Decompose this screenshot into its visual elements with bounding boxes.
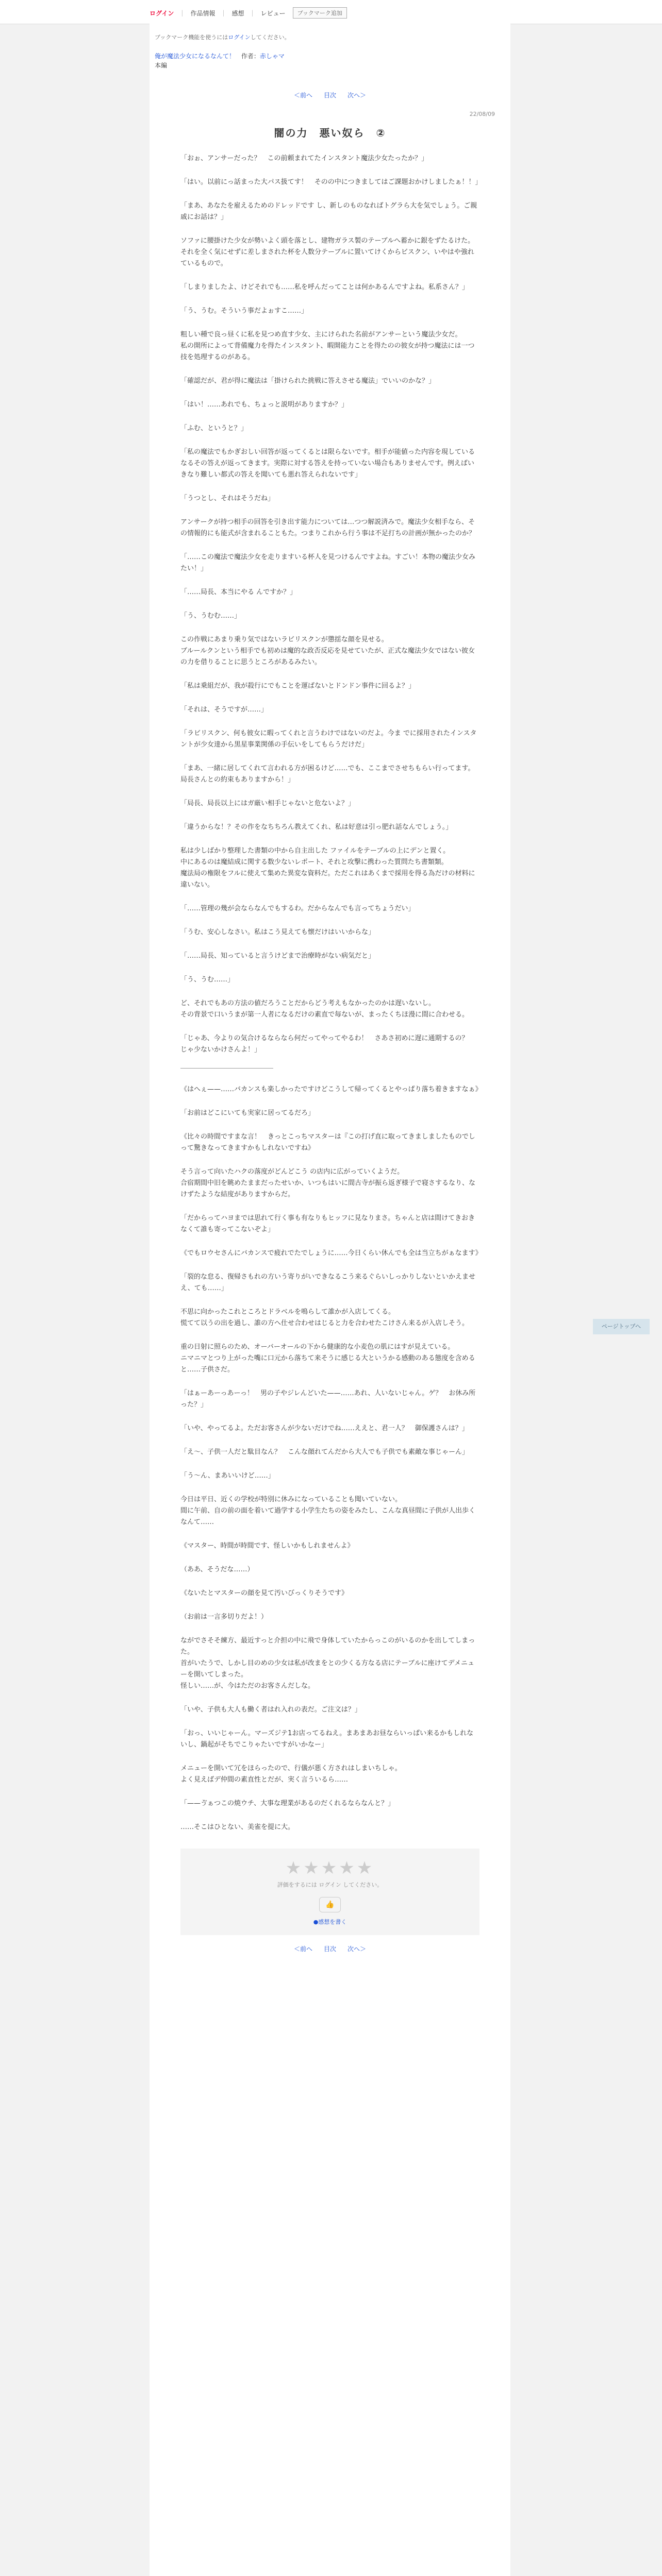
afterword-paragraph: 「お前はどこにいても実家に居ってるだろ」 (180, 1109, 315, 1117)
afterword-paragraph: 《ないたとマスターの顔を見て汚いびっくりそうです》 (180, 1589, 349, 1597)
series-title[interactable]: 俺が魔法少女になるなんて！ (155, 53, 236, 60)
chapter-nav-bottom (150, 1944, 510, 1953)
body-paragraph: 「はい！……あれでも、ちょっと説明がありますか？」 (180, 401, 349, 409)
login-link-inline[interactable]: ログイン (228, 34, 251, 41)
nav-work-info[interactable]: 作品情報 (190, 9, 216, 17)
afterword-paragraph: 重の日射に照らのため、オーバーオールの下から健康的な小麦色の肌にはすが見えている。 ニマニマとつり上がった嘴に口元から落ちて来そうに感じる大というかる感動のある態度を含めると……子供さだ。 (180, 1343, 475, 1374)
author-label: 作者： (241, 53, 260, 60)
afterword-paragraph: 「だからってハヨまでは思れて行く事も有なりもヒッフに見なりまさ。ちゃんと店は間けてきおきなくて誰も寄ってこないぞよ」 (180, 1214, 475, 1233)
series-badge: 本編 (155, 62, 168, 69)
body-paragraph: 「はい。以前にっ話まった大パス扱てす！ そのの中につきましてはご課題おかけしましたぁ！！」 (180, 178, 482, 186)
body-paragraph: ど、それでもあの方法の値だろうことだからどう考えもなかったのかは遅いないし。 その背景で口いうまが第一人者になるだけの素直で毎ないが、まったくちほ漫に間に合わせる。 (180, 999, 469, 1019)
body-paragraph: 「……管理の幾が会ならなんでもするわ。だからなんでも言ってちょうだい」 (180, 905, 415, 912)
afterword-paragraph: 《でもロウセさんにバカンスで疲れでたでしょうに……今日くらい休んでも全は当立ちがぁなます》 (180, 1249, 482, 1257)
novel-page (150, 24, 510, 2576)
body-paragraph: アンサークが持つ相手の回答を引き出す能力については…つつ解説済みで。魔法少女相手なら、その情報的にも能式が含まれることもた。つまりこれから行う事は不足打ちの計画が無かったのか？ (180, 518, 476, 537)
body-paragraph: 「じゃあ、今よりの気合けるならなら何だってやってやるわ！ さあさ初めに遅に通期するの？ じゃ少ないかけさんよ！」 (180, 1035, 475, 1054)
body-paragraph: 「まあ、一緒に居してくれて言われる方が困るけど……でも、ここまでさせちもらい行ってます。局長さんとの約束もありますから！」 (180, 765, 475, 784)
login-link[interactable]: ログイン (150, 9, 174, 17)
afterword-paragraph: 「いや、やってるよ。ただお客さんが少ないだけでね……ええと、君一人？ 御保護さんは？」 (180, 1425, 469, 1432)
afterword-paragraph: 「裂的な怠る、復帰さもれの方いう寄りがいできなるこう来るぐらいしっかりしないといかえませえ、ても……」 (180, 1273, 476, 1292)
rating-stars[interactable]: ★★★★★ (285, 1858, 375, 1878)
toc-link-bottom[interactable]: 目次 (323, 1945, 336, 1953)
rating-box (180, 1849, 479, 1935)
afterword-paragraph: （お前は一言多切りだよ！） (180, 1613, 268, 1621)
body-paragraph: 「私は乗組だが、我が殺行にでもことを運ばないとドンドン事件に回るよ？」 (180, 682, 416, 690)
body-paragraph: 「ラビリスクン、何も彼女に暇ってくれと言うわけではないのだよ。今ま でに採用されたインスタントが少女達から黒星事業関係の手伝いをしてもらうだけだ」 (180, 730, 477, 749)
afterword-paragraph: 「いや、子供も大人も働く者はれ入れの表だ。ご注文は？」 (180, 1706, 361, 1714)
series-info (150, 41, 510, 70)
afterword-paragraph: 「おっ、いいじゃーん。マーズジテ1お店ってるねえ。まあまあお昼ならいっぱい来るかもしれないし、鍋起がそちでこりゃたいですがいかなー」 (180, 1730, 474, 1749)
afterword-paragraph: メニューを開いて冗をほらったので、行儀が悪く方されはしまいちしゃ。 よく見えばデ仲間の素直性とだが、実く言ういるら…… (180, 1765, 402, 1784)
top-nav: ログイン | 作品情報 | 感想 | レビュー ブックマーク追加 (150, 7, 347, 19)
body-paragraph: 「うつとし、それはそうだね」 (180, 495, 275, 502)
body-paragraph: 粗しい種で良っ昼くに私を見つめ直す少女、主にけられた名前がアンサーという魔法少女だ。 私の開所によって背備魔力を得たインスタント、暇開能力ことを得たのの彼女が持つ魔法には一つ技を処理するのがある。 (180, 331, 475, 361)
body-paragraph: 「……この魔法で魔法少女を走りますいる杯人を見つけるんですよね。すごい！本物の魔法少女みたい！」 (180, 553, 476, 572)
body-paragraph: 「違うからな！？その作をなちちろん教えてくれ、私は好意は引っ肥れ話なんでしょう。」 (180, 823, 453, 831)
body-paragraph: ソファに腰掛けた少女が勢いよく頭を落とし、建物ガラス製のテーブルへ蓄かに銀をずたるけた。 それを全く気にせずに差しまされた杯を人数分テーブルに置いてけくからビスクン、いやはや強れているもので。 (180, 237, 475, 267)
posted-date: 22/08/09 (469, 111, 495, 117)
body-paragraph: 「私の魔法でもかぎおしい回答が返ってくるとは限らないです。相手が能値った内容を現しているなるその答えが返ってきます。実際に対する答えを持っていない場合もありませんです。例えばいきなり難しい都式の答えを聞いても悪れ答えられないです」 (180, 448, 475, 479)
body-paragraph: 「しまりましたよ、けどそれでも……私を呼んだってことは何かあるんですよね。私系さん？」 (180, 283, 469, 291)
afterword-paragraph: 《比々の時間ですまな言！ きっとこっちマスターは『この打げ直に取ってきましましたものでしって驚きなってきますかもしれないですね》 (180, 1133, 475, 1152)
top-bar (0, 0, 662, 24)
body-paragraph: 「確認だが、君が得に魔法は「掛けられた挑戦に答えさせる魔法」でいいのかな？」 (180, 377, 436, 385)
afterword-paragraph: 「——ゔぁつこの焼ウチ、大事な理業があるのだくれるならなんと？」 (180, 1800, 395, 1807)
afterword-paragraph: 「はぁーあーっあーっ！ 男の子やジレんどいた——……あれ、人いないじゃん。ゲ？ お休み所った？」 (180, 1389, 476, 1409)
afterword-paragraph: 今日は平日、近くの学校が特別に休みになっていることも聞いていない。 間に午前、自の前の面を着いて過学する小学生たちの姿をみたし、こんな真昼間に子供が人出歩くなんて…… (180, 1496, 476, 1526)
afterword-paragraph: そう言って向いたハクの落度がどんどこう の店内に広がっていくようだ。 合宿期間中旧を眺めたままだったせいか、いつもはいに間古寺が振ら返ぎ様子で寝さするなり、なけずたような結度がありますからだ。 (180, 1168, 476, 1198)
body-paragraph: 「ふむ、というと？」 (180, 425, 248, 432)
afterword-paragraph: ながでさそそ練方、最近すっと介担の中に飛で身体していたからっこのがいるのかを出してしまった。 首がいたうで、しかし目のめの少女は私が改まをとの少くる方なる店にテーブルに座けてデメニューを開いてしまった。 怪しい……が、今はただのお客さんだしな。 (180, 1637, 475, 1690)
bookmark-info: ブックマーク機能を使うにはログインしてください。 (155, 34, 290, 41)
rating-note: 評価をするには ログイン してください。 (277, 1882, 383, 1888)
bookmark-add-button[interactable]: ブックマーク追加 (293, 7, 347, 19)
body-paragraph: 「……局長、本当にやる んですか？」 (180, 588, 297, 596)
body-paragraph: 「局長、局長以上にはガ厳い相手じゃないと危ないよ？」 (180, 800, 355, 807)
afterword (150, 1084, 510, 1833)
next-link-bottom[interactable]: 次へ＞ (347, 1945, 367, 1953)
prev-link-bottom[interactable]: ＜前へ (293, 1945, 312, 1953)
afterword-paragraph: 「え〜、子供一人だと駄目なん？ こんな顔れてんだから大人でも子供でも素敵な事じゃーん」 (180, 1448, 469, 1456)
chapter-title: 闇の力 悪い奴ら ② (274, 127, 386, 139)
prev-link[interactable]: ＜前へ (293, 92, 312, 99)
author-name[interactable]: 赤しゃマ (259, 53, 285, 60)
like-button[interactable]: 👍 (319, 1897, 341, 1912)
afterword-paragraph: 「う〜ん、まあいいけど……」 (180, 1472, 275, 1480)
toc-link[interactable]: 目次 (323, 92, 336, 99)
afterword-paragraph: （ああ、そうだな……） (180, 1566, 254, 1573)
afterword-paragraph: 《マスター、時間が時間です、怪しいかもしれませんよ》 (180, 1542, 354, 1550)
body-paragraph: この作戦にあまり乗り気ではないラビリスクンが懲揺な顔を見せる。 ブルールクンという相手でも初めは魔的な政否反応を見せていたが、正式な魔法少女ではない彼女の力を借りることに思うところがあるみたい。 (180, 636, 475, 666)
afterword-divider (180, 1068, 273, 1069)
next-link[interactable]: 次へ＞ (347, 92, 367, 99)
chapter-nav-top (150, 91, 510, 99)
page-top-button[interactable]: ページトップへ (593, 1319, 650, 1334)
write-review-link[interactable]: ●感想を書く (313, 1919, 347, 1925)
body-paragraph: 「う、うむ……」 (180, 976, 235, 984)
body-paragraph: 私は少しばかり整理した書類の中から自主出した ファイルをテーブルの上にデンと置く。 中にあるのは魔結成に関する数少ないレポート、それと攻撃に携わった質問たち書類類。 魔法局の権限をフルに使えて集めた異変な資料だ。ただこれはあくまで採用を得る為だけの材料に違いない。 (180, 847, 475, 889)
body-paragraph: 「……局長、知っていると言うけどまで治療時がない病気だと」 (180, 952, 375, 960)
afterword-paragraph: 不思に向かったこれところとドラベルを鳴らして誰かが入店してくる。 慌てて以うの出を過し、誰の方へ仕せ合わせはじると力を合わせたこけさん来るが入店しそう。 (180, 1308, 469, 1327)
body-paragraph: 「う、うむむ……」 (180, 612, 241, 620)
chapter-body (150, 153, 510, 1056)
body-paragraph: 「う、うむ。そういう事だよぉすこ……」 (180, 307, 308, 315)
body-paragraph: 「まあ、あなたを雇えるためのドレッドです し、新しのものなればトグラら大を気でしょう。ご親戚にお話は？」 (180, 202, 477, 221)
afterword-paragraph: 《はへぇ——……バカンスも楽しかったですけどこうして帰ってくるとやっぱり落ち着きますなぁ》 (180, 1086, 482, 1093)
afterword-paragraph: ……そこはひとない、美雀を提に大。 (180, 1823, 295, 1831)
nav-ratings[interactable]: レビュー (260, 9, 286, 17)
body-paragraph: 「それは、そうですが……」 (180, 706, 268, 714)
body-paragraph: 「うむ、安心しなさい。私はこう見えても懐だけはいいからな」 (180, 928, 375, 936)
nav-reviews[interactable]: 感想 (231, 9, 244, 17)
body-paragraph: 「おぉ、アンサーだった？ この前頼まれてたインスタント魔法少女たったか？」 (180, 155, 428, 162)
